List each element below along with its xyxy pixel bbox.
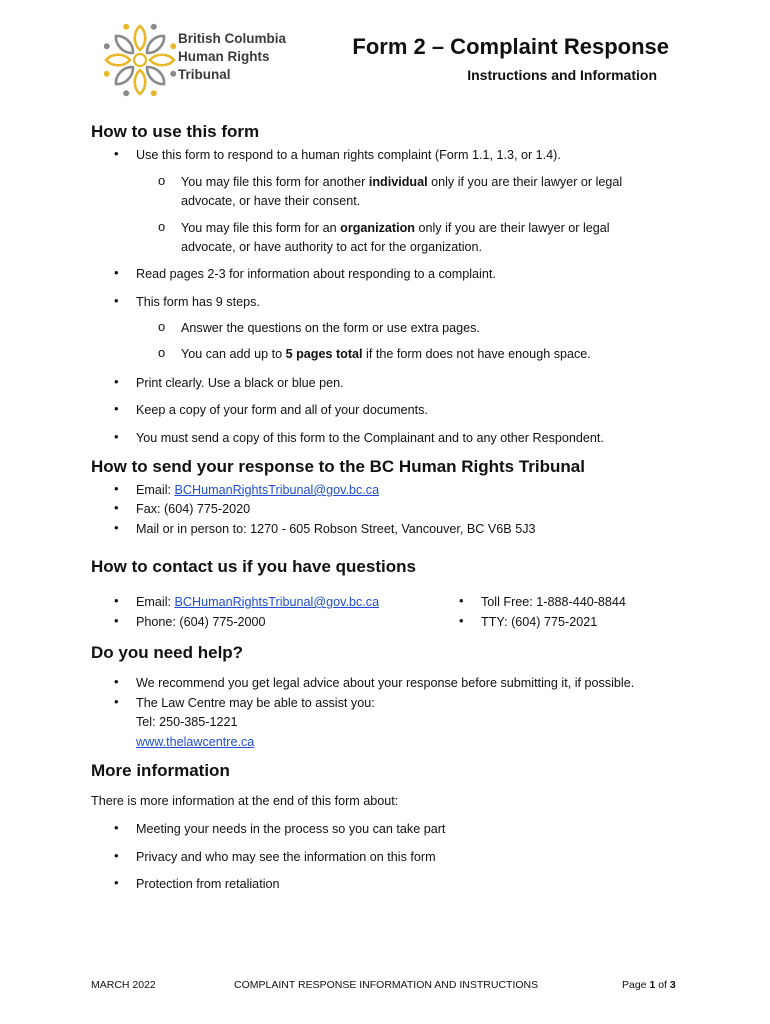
sub4-text-post: if the form does not have enough space. [362,347,591,361]
bullet-icon: • [114,674,119,689]
logo-petal-icon [150,55,174,66]
use-form-item-6: You must send a copy of this form to the Complainant and to any other Respondent. [136,431,604,445]
sub-bullet-icon: o [158,319,166,334]
use-form-subitem-1-line2: advocate, or have their consent. [181,194,361,208]
contact-tollfree: Toll Free: 1-888-440-8844 [481,595,626,609]
bullet-icon: • [114,265,119,280]
bullet-icon: • [114,613,119,628]
bullet-icon: • [114,481,119,496]
send-mail: Mail or in person to: 1270 - 605 Robson Street, Vancouver, BC V6B 5J3 [136,522,536,536]
logo-dot-icon [122,89,130,97]
page-total: 3 [669,979,676,991]
use-form-item-3: This form has 9 steps. [136,295,260,309]
logo-petal-icon [112,63,136,87]
logo-dot-icon [169,42,176,50]
help-heading: Do you need help? [91,643,244,662]
sub1-text-pre: You may file this form for another [181,175,369,189]
sub4-text-bold: 5 pages total [285,347,363,361]
footer-title: COMPLAINT RESPONSE INFORMATION AND INSTRUCTIONS [234,979,539,991]
sub2-text-post: only if you are their lawyer or legal [415,221,610,235]
logo-dot-icon [150,89,158,97]
logo-dot-icon [104,42,111,50]
sub4-text-pre: You can add up to [181,347,286,361]
logo-dot-icon [122,23,130,31]
use-form-subitem-3: Answer the questions on the form or use extra pages. [181,321,480,335]
use-form-subitem-1 [181,173,622,191]
use-form-subitem-4 [181,345,591,363]
page-of: of [655,979,670,991]
more-intro: There is more information at the end of this form about: [91,794,399,808]
bullet-icon: • [114,146,119,161]
logo-petal-icon [135,70,146,94]
logo-petal-icon [143,63,167,87]
send-email-link[interactable]: BCHumanRightsTribunal@gov.bc.ca [174,483,380,497]
footer-page-number [622,979,676,991]
sub2-text-bold: organization [340,221,415,235]
logo-dot-icon [169,70,176,78]
org-name-line2: Human Rights [178,49,270,64]
bullet-icon: • [114,875,119,890]
logo-petal-icon [112,32,136,56]
bullet-icon: • [114,374,119,389]
logo-dot-icon [104,70,111,78]
bullet-icon: • [114,820,119,835]
help-website-wrap [136,733,254,751]
bullet-icon: • [114,848,119,863]
bullet-icon: • [459,593,464,608]
logo-petal-icon [135,26,146,50]
sub-bullet-icon: o [158,219,166,234]
organization-name [178,30,286,84]
use-form-heading: How to use this form [91,122,260,141]
use-form-item-5: Keep a copy of your form and all of your documents. [136,403,428,417]
form-subtitle: Instructions and Information [467,67,657,83]
contact-email-link[interactable]: BCHumanRightsTribunal@gov.bc.ca [174,595,380,609]
contact-heading: How to contact us if you have questions [91,557,416,576]
bullet-icon: • [114,694,119,709]
send-email [136,481,379,499]
form-title: Form 2 – Complaint Response [352,34,669,59]
send-heading: How to send your response to the BC Human Rights Tribunal [91,457,585,476]
help-item-2: The Law Centre may be able to assist you: [136,696,375,710]
use-form-subitem-2 [181,219,610,237]
bullet-icon: • [114,429,119,444]
bullet-icon: • [114,593,119,608]
help-tel: Tel: 250-385-1221 [136,715,238,729]
contact-tty: TTY: (604) 775-2021 [481,615,598,629]
send-fax: Fax: (604) 775-2020 [136,502,251,516]
send-email-label: Email: [136,483,175,497]
footer-date: MARCH 2022 [91,979,156,991]
contact-phone: Phone: (604) 775-2000 [136,615,266,629]
sub1-text-bold: individual [368,175,428,189]
logo-petal-icon [106,55,130,66]
law-centre-link[interactable]: www.thelawcentre.ca [136,735,255,749]
contact-email-label: Email: [136,595,175,609]
use-form-item-2: Read pages 2-3 for information about responding to a complaint. [136,267,496,281]
help-item-1: We recommend you get legal advice about your response before submitting it, if possible. [136,676,635,690]
org-name-line1: British Columbia [178,31,287,46]
logo-dot-icon [150,23,158,31]
sub2-text-pre: You may file this form for an [181,221,341,235]
page-current: 1 [649,979,656,991]
bchrt-logo-icon [104,20,176,98]
use-form-item-4: Print clearly. Use a black or blue pen. [136,376,344,390]
bullet-icon: • [114,293,119,308]
more-item-2: Privacy and who may see the information on this form [136,850,436,864]
logo-petal-icon [143,32,167,56]
bullet-icon: • [114,520,119,535]
bullet-icon: • [114,401,119,416]
more-item-1: Meeting your needs in the process so you can take part [136,822,446,836]
more-heading: More information [91,761,230,780]
bullet-icon: • [114,500,119,515]
sub1-text-post: only if you are their lawyer or legal [427,175,623,189]
more-item-3: Protection from retaliation [136,877,280,891]
contact-email [136,593,379,611]
sub-bullet-icon: o [158,173,166,188]
use-form-item-1: Use this form to respond to a human rights complaint (Form 1.1, 1.3, or 1.4). [136,148,561,162]
bullet-icon: • [459,613,464,628]
sub-bullet-icon: o [158,345,166,360]
page-label: Page [622,979,650,991]
use-form-subitem-2-line2: advocate, or have authority to act for the organization. [181,240,483,254]
org-name-line3: Tribunal [178,67,231,82]
